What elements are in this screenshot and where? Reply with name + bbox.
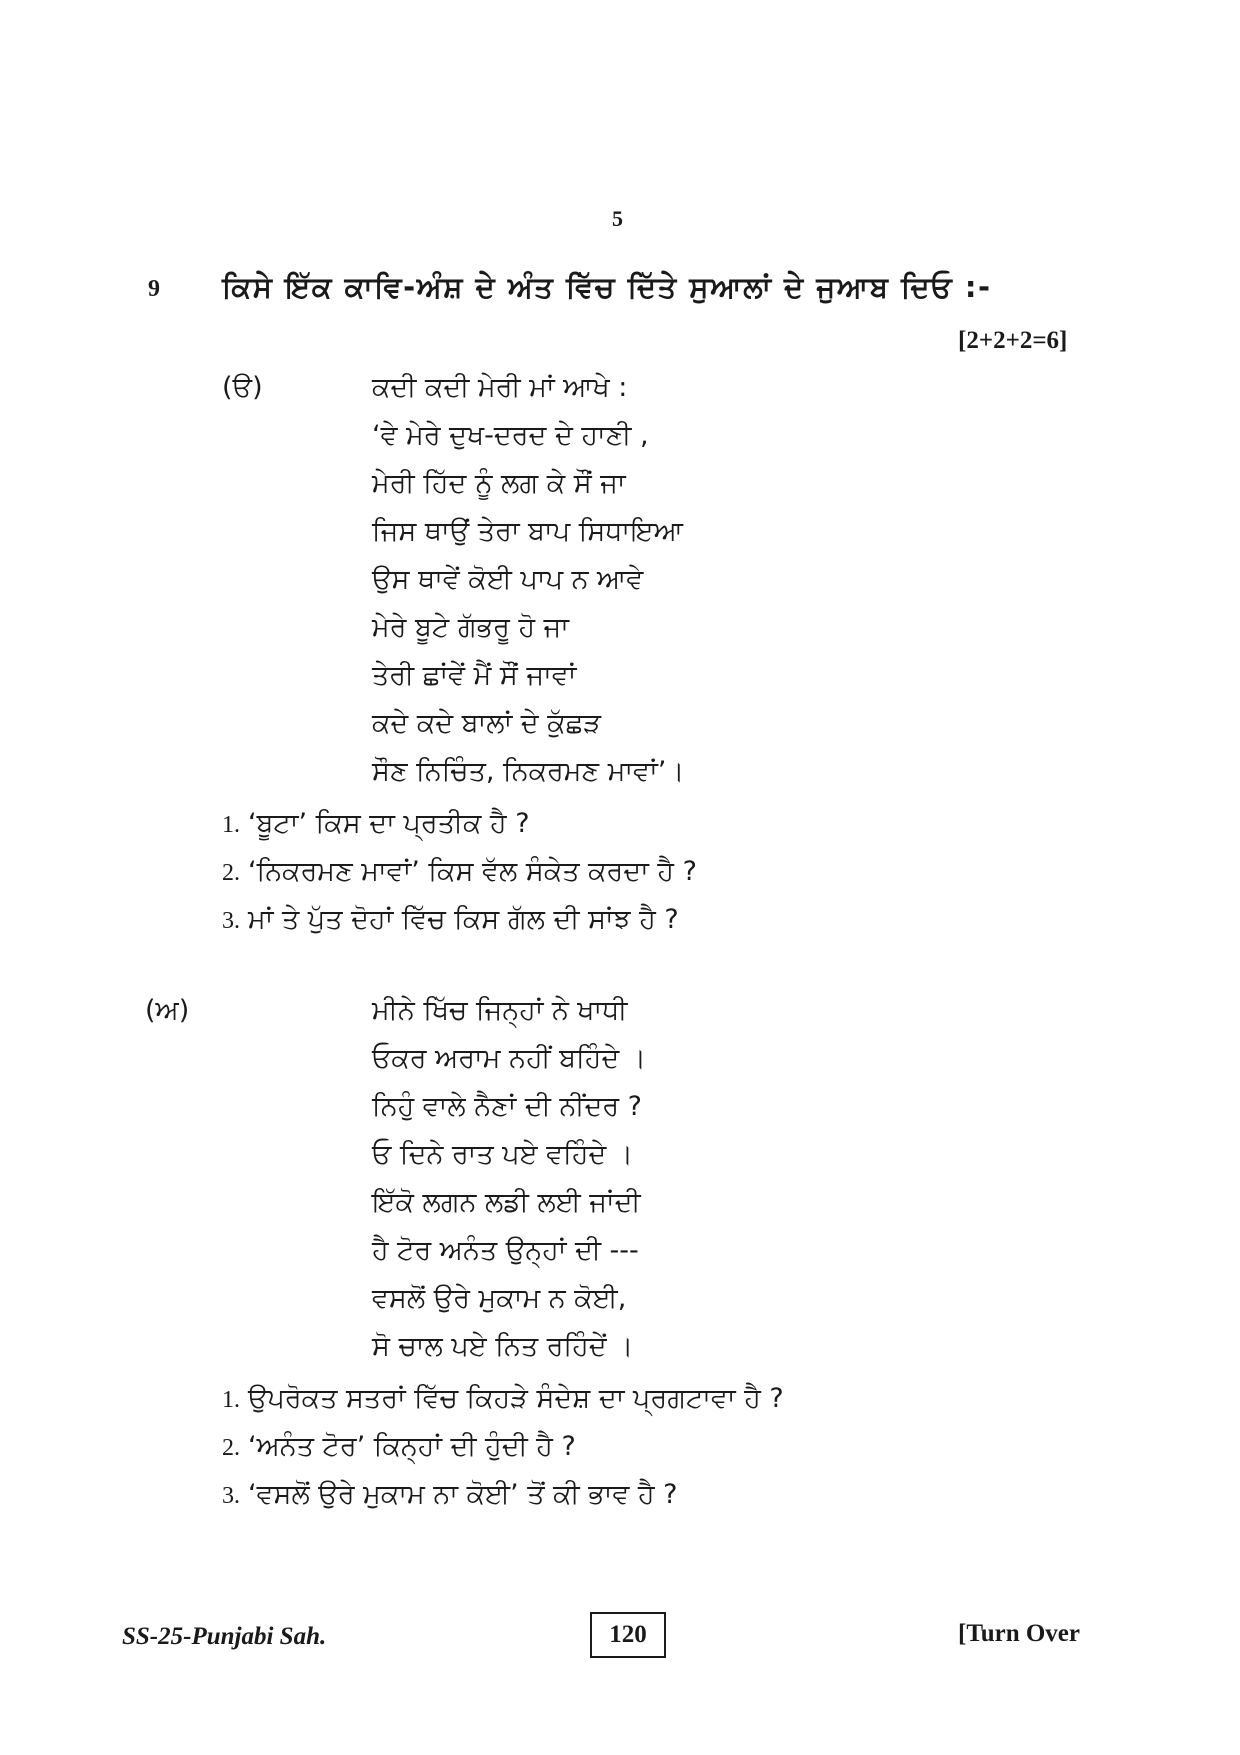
part-b-verse-line: ਓਕਰ ਅਰਾਮ ਨਹੀਂ ਬਹਿੰਦੇ । <box>372 1043 647 1074</box>
part-b-verse-line: ਇੱਕੋ ਲਗਨ ਲਡੀ ਲਈ ਜਾਂਦੀ <box>372 1187 641 1218</box>
part-b-label: (ਅ) <box>145 995 190 1026</box>
part-a-question: 2. ‘ਨਿਕਰਮਣ ਮਾਵਾਂ’ ਕਿਸ ਵੱਲ ਸੰਕੇਤ ਕਰਦਾ ਹੈ ? <box>222 856 697 887</box>
part-a-verse-line: ‘ਵੇ ਮੇਰੇ ਦੁਖ-ਦਰਦ ਦੇ ਹਾਣੀ , <box>372 420 649 451</box>
part-a-verse-line: ਕਦੀ ਕਦੀ ਮੇਰੀ ਮਾਂ ਆਖੇ : <box>372 372 628 403</box>
part-a-verse-line: ਉਸ ਥਾਵੇਂ ਕੋਈ ਪਾਪ ਨ ਆਵੇ <box>372 564 644 595</box>
marks-allocation: [2+2+2=6] <box>958 327 1068 354</box>
part-a-question: 3. ਮਾਂ ਤੇ ਪੁੱਤ ਦੋਹਾਂ ਵਿੱਚ ਕਿਸ ਗੱਲ ਦੀ ਸਾਂਝ ਹੈ ? <box>222 904 679 935</box>
part-b-verse-line: ਓ ਦਿਨੇ ਰਾਤ ਪਏ ਵਹਿੰਦੇ । <box>372 1139 634 1170</box>
question-number: 9 <box>148 276 160 302</box>
part-b-verse-line: ਵਸਲੋਂ ਉਰੇ ਮੁਕਾਮ ਨ ਕੋਈ, <box>372 1283 627 1314</box>
page-box-number: 120 <box>590 1612 666 1658</box>
part-b-verse-line: ਹੈ ਟੋਰ ਅਨੰਤ ਉਨ੍ਹਾਂ ਦੀ --- <box>372 1235 639 1266</box>
page-number: 5 <box>612 206 623 231</box>
part-a-label: (ੳ) <box>222 372 263 403</box>
part-b-question: 2. ‘ਅਨੰਤ ਟੋਰ’ ਕਿਨ੍ਹਾਂ ਦੀ ਹੁੰਦੀ ਹੈ ? <box>222 1431 576 1462</box>
part-b-verse-line: ਮੀਨੇ ਖਿੱਚ ਜਿਨ੍ਹਾਂ ਨੇ ਖਾਧੀ <box>372 995 628 1026</box>
part-a-verse-line: ਕਦੇ ਕਦੇ ਬਾਲਾਂ ਦੇ ਕੁੱਛੜ <box>372 708 601 739</box>
part-b-verse-line: ਸੋ ਚਾਲ ਪਏ ਨਿਤ ਰਹਿੰਦੇਂ । <box>372 1331 634 1362</box>
turn-over-note: [Turn Over <box>958 1620 1080 1647</box>
part-b-question: 3. ‘ਵਸਲੋਂ ਉਰੇ ਮੁਕਾਮ ਨਾ ਕੋਈ’ ਤੋਂ ਕੀ ਭਾਵ ਹੈ ? <box>222 1479 678 1510</box>
part-b-verse-line: ਨਿਹੁੰ ਵਾਲੇ ਨੈਣਾਂ ਦੀ ਨੀਂਦਰ ? <box>372 1091 642 1122</box>
question-instruction: ਕਿਸੇ ਇੱਕ ਕਾਵਿ-ਅੰਸ਼ ਦੇ ਅੰਤ ਵਿੱਚ ਦਿੱਤੇ ਸੁਆਲਾਂ ਦੇ ਜੁਆਬ ਦਿਓ :- <box>222 270 992 304</box>
part-b-question: 1. ਉਪਰੋਕਤ ਸਤਰਾਂ ਵਿੱਚ ਕਿਹੜੇ ਸੰਦੇਸ਼ ਦਾ ਪ੍ਰਗਟਾਵਾ ਹੈ ? <box>222 1383 784 1414</box>
part-a-verse-line: ਜਿਸ ਥਾਉਂ ਤੇਰਾ ਬਾਪ ਸਿਧਾਇਆ <box>372 516 683 547</box>
part-a-question: 1. ‘ਬੂਟਾ’ ਕਿਸ ਦਾ ਪ੍ਰਤੀਕ ਹੈ ? <box>222 808 530 839</box>
part-a-verse-line: ਮੇਰੀ ਹਿੱਦ ਨੂੰ ਲਗ ਕੇ ਸੌਂ ਜਾ <box>372 468 626 499</box>
paper-code: SS-25-Punjabi Sah. <box>122 1623 327 1650</box>
part-a-verse-line: ਸੌਣ ਨਿਚਿੰਤ, ਨਿਕਰਮਣ ਮਾਵਾਂ’। <box>372 756 685 787</box>
part-a-verse-line: ਮੇਰੇ ਬੂਟੇ ਗੱਭਰੂ ਹੋ ਜਾ <box>372 612 570 643</box>
part-a-verse-line: ਤੇਰੀ ਛਾਂਵੇਂ ਮੈਂ ਸੌਂ ਜਾਵਾਂ <box>372 660 577 691</box>
